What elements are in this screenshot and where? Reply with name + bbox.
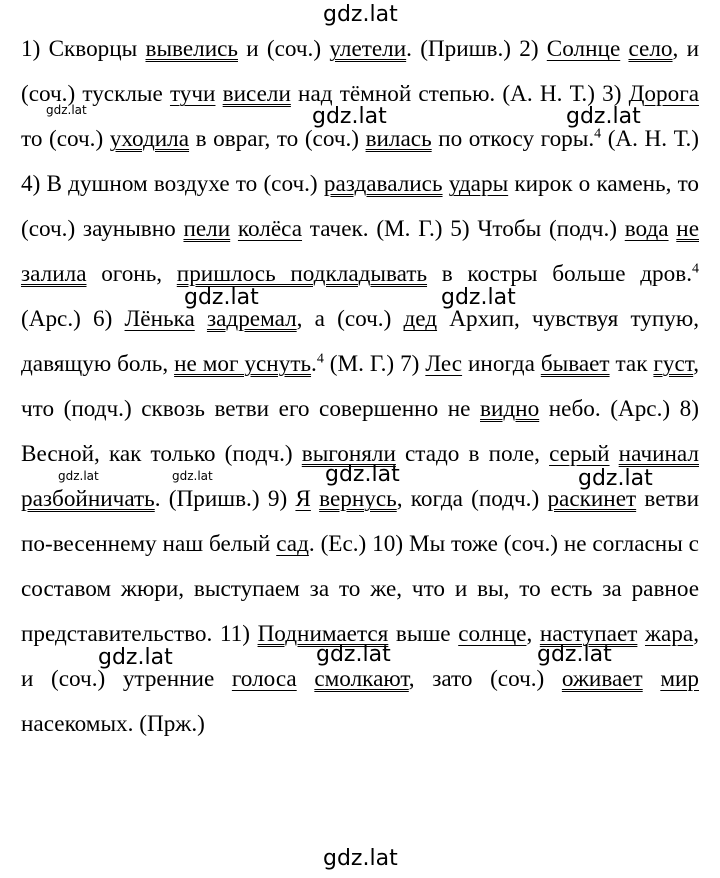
plain-text: Мы тоже (соч.) не согласны с составом жюри, выступаем за то же, что и вы, то есть за равное представительство. [21, 531, 699, 647]
watermark: gdz.lat [184, 285, 259, 310]
predicate: оживает [561, 666, 643, 692]
watermark: gdz.lat [537, 642, 612, 667]
plain-text: , и (соч.) тусклые [21, 36, 699, 107]
sentence-number: 8) [679, 396, 699, 422]
plain-text [610, 441, 619, 467]
predicate: пели [183, 216, 231, 242]
predicate: видно [480, 396, 540, 422]
plain-text: Весной, как только (подч.) [21, 441, 302, 467]
subject: колёса [237, 216, 303, 242]
plain-text: в овраг, то (соч.) [189, 126, 366, 152]
plain-text: по откосу горы. [431, 126, 595, 152]
subject: сад [276, 531, 309, 557]
watermark: gdz.lat [441, 285, 516, 310]
plain-text: . (Пришв.) [154, 486, 268, 512]
plain-text: . (Ес.) [308, 531, 373, 557]
predicate: задремал [206, 306, 297, 332]
plain-text: , что (подч.) сквозь ветви его совершенно не [21, 351, 699, 422]
predicate: не залила [21, 216, 699, 287]
plain-text: , [526, 621, 540, 647]
footnote-mark: 4 [316, 351, 324, 367]
subject: Я [295, 486, 311, 512]
watermark: gdz.lat [58, 469, 99, 483]
sentence-number: 11) [219, 621, 258, 647]
predicate: выгоняли [301, 441, 396, 467]
sentence-1 [21, 36, 519, 62]
watermark: gdz.lat [323, 2, 398, 27]
plain-text [637, 621, 645, 647]
sentence-number: 7) [400, 351, 426, 377]
sentence-number: 3) [602, 81, 629, 107]
predicate: улетели [329, 36, 407, 62]
plain-text: стадо в поле, [395, 441, 550, 467]
subject: мир [660, 666, 700, 692]
subject: Солнце [546, 36, 621, 62]
plain-text: В душном воздухе то (соч.) [46, 171, 324, 197]
predicate: вилась [365, 126, 432, 152]
watermark: gdz.lat [312, 104, 387, 129]
plain-text: то (соч.) [21, 126, 110, 152]
subject: Лес [425, 351, 463, 377]
plain-text: Чтобы (подч.) [477, 216, 625, 242]
watermark: gdz.lat [566, 104, 641, 129]
predicate: висели [222, 81, 291, 107]
subject: тучи [169, 81, 216, 107]
subject: дед [403, 306, 438, 332]
plain-text: и (соч.) [237, 36, 330, 62]
plain-text: Архип, чувствуя тупую, давящую боль, [21, 306, 700, 377]
plain-text [643, 666, 661, 692]
plain-text: над тёмной степью. (А. Н. Т.) [290, 81, 603, 107]
predicate: село [628, 36, 673, 62]
watermark: gdz.lat [46, 103, 87, 117]
sentence-number: 2) [519, 36, 547, 62]
predicate: наступает [539, 621, 638, 647]
sentence-number: 1) [21, 36, 49, 62]
plain-text: , а (соч.) [296, 306, 404, 332]
predicate: бывает [540, 351, 610, 377]
predicate: смолкают [314, 666, 409, 692]
plain-text: , и (соч.) утренние [21, 621, 699, 692]
plain-text: . [311, 351, 317, 377]
plain-text: так [609, 351, 654, 377]
predicate: уходила [109, 126, 190, 152]
predicate: Поднимается [257, 621, 389, 647]
plain-text: выше [388, 621, 459, 647]
subject: вода [624, 216, 669, 242]
plain-text [215, 81, 222, 107]
subject: Лёнька [124, 306, 195, 332]
plain-text: небо. (Арс.) [539, 396, 680, 422]
subject: серый [549, 441, 610, 467]
plain-text [230, 216, 238, 242]
plain-text: ветви по-весеннему наш белый [21, 486, 699, 557]
plain-text: тачек. (М. Г.) [302, 216, 451, 242]
watermark: gdz.lat [325, 462, 400, 487]
plain-text: , зато (соч.) [408, 666, 562, 692]
subject: жара [644, 621, 694, 647]
plain-text: (М. Г.) [323, 351, 401, 377]
watermark: gdz.lat [98, 645, 173, 670]
footnote-mark: 4 [594, 126, 602, 142]
sentence-number: 9) [267, 486, 296, 512]
sentence-number: 6) [93, 306, 125, 332]
plain-text: огонь, [86, 261, 177, 287]
plain-text: кирок о камень, то (соч.) заунывно [21, 171, 700, 242]
sentence-number: 5) [450, 216, 478, 242]
footnote-mark: 4 [692, 261, 699, 277]
plain-text: (А. Н. Т.) [601, 126, 700, 152]
plain-text: (Арс.) [21, 306, 94, 332]
plain-text: , когда (подч.) [396, 486, 548, 512]
plain-text: в костры больше дров. [427, 261, 692, 287]
plain-text [311, 486, 319, 512]
subject: удары [448, 171, 509, 197]
subject: голоса [231, 666, 297, 692]
watermark: gdz.lat [578, 466, 653, 491]
predicate: пришлось подкладывать [176, 261, 428, 287]
watermark: gdz.lat [323, 846, 398, 871]
predicate: вернусь [319, 486, 397, 512]
plain-text: . (Пришв.) [406, 36, 520, 62]
exercise-text [21, 27, 699, 747]
plain-text [297, 666, 315, 692]
predicate: вывелись [145, 36, 238, 62]
subject: солнце [458, 621, 527, 647]
plain-text: Скворцы [48, 36, 146, 62]
predicate: начинал разбойничать [21, 441, 699, 512]
watermark: gdz.lat [316, 642, 391, 667]
predicate: раскинет [547, 486, 637, 512]
plain-text: насекомых. (Прж.) [21, 711, 205, 737]
watermark: gdz.lat [172, 469, 213, 483]
predicate: не мог уснуть [174, 351, 312, 377]
predicate: раздавались [323, 171, 443, 197]
sentence-number: 4) [21, 171, 47, 197]
subject: Дорога [628, 81, 700, 107]
predicate: густ [653, 351, 694, 377]
sentence-number: 10) [372, 531, 409, 557]
plain-text: иногда [462, 351, 541, 377]
